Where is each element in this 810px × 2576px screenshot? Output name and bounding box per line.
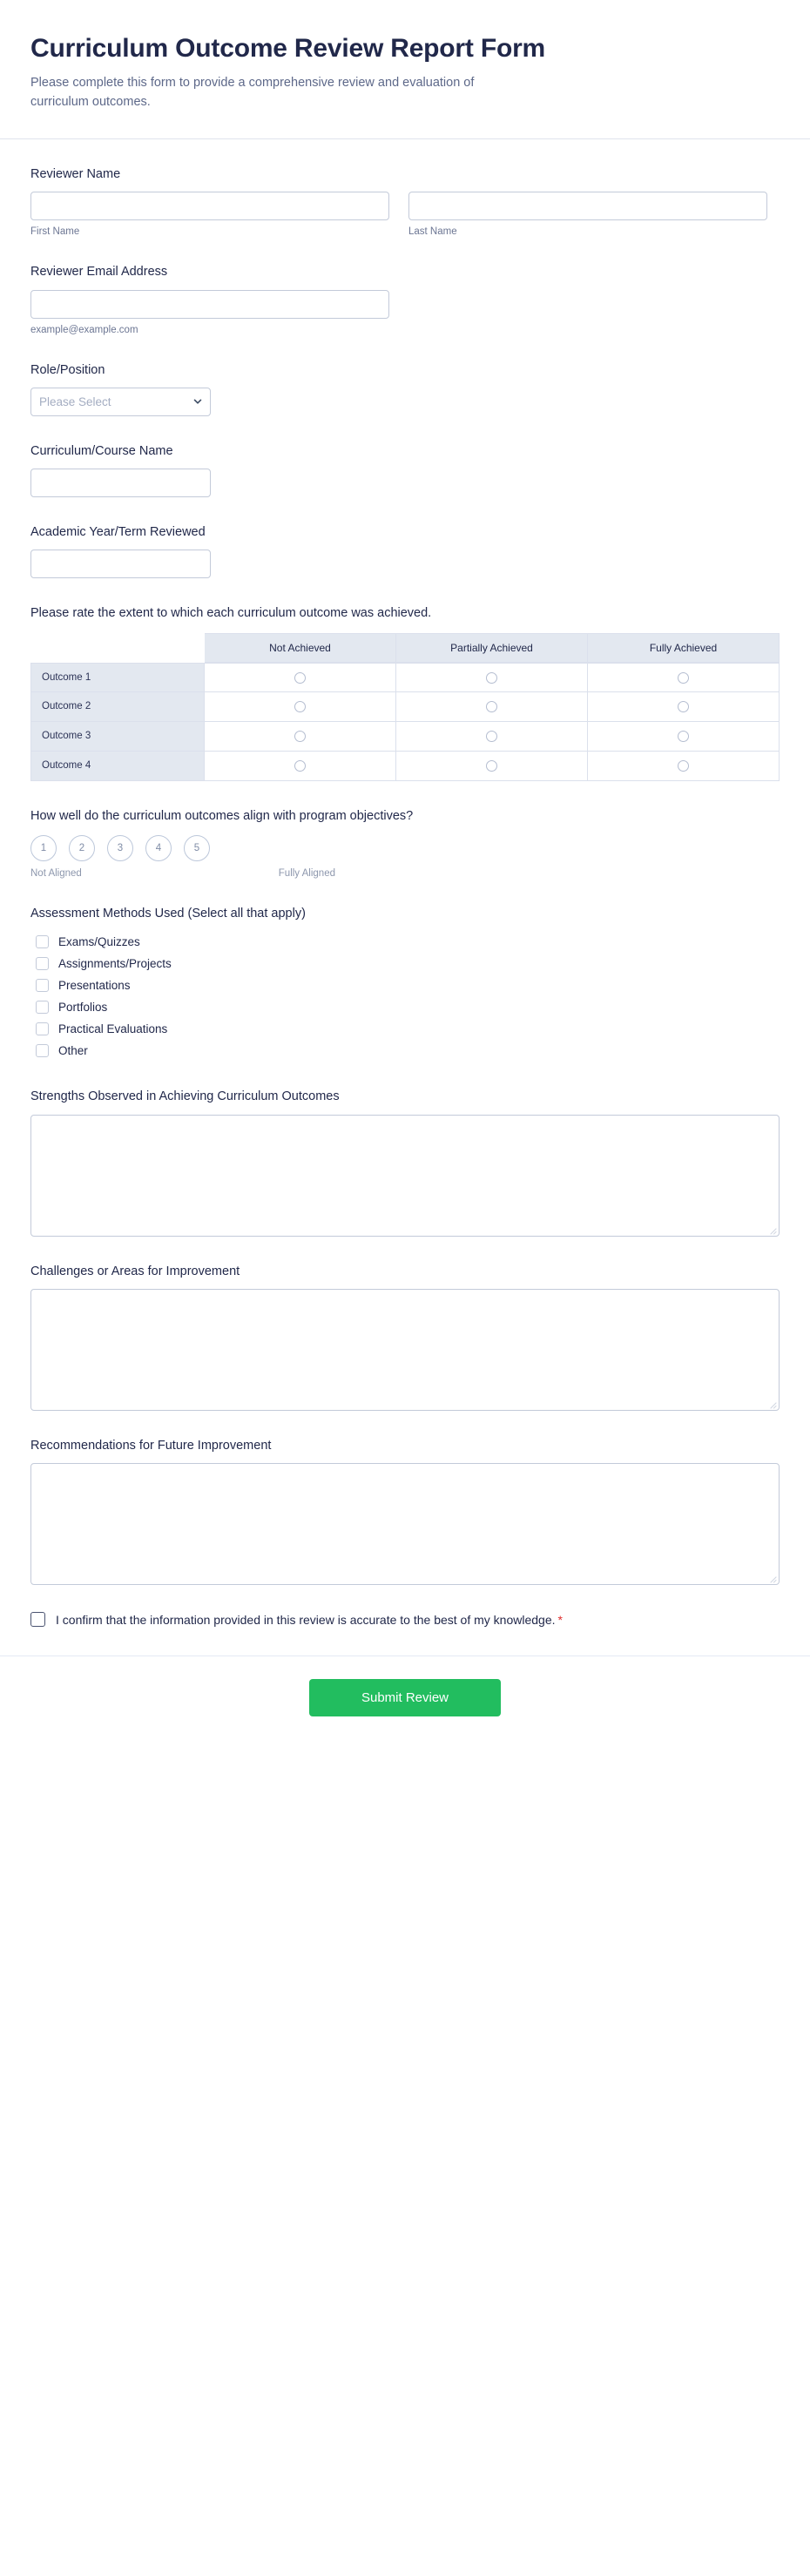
matrix-radio-cell[interactable] [396, 663, 588, 692]
checkbox-row-assignments-projects[interactable] [30, 953, 780, 974]
role-position-select[interactable] [30, 388, 211, 416]
field-outcome-matrix [30, 604, 780, 780]
field-reviewer-email [30, 263, 780, 334]
first-name-group [30, 192, 389, 237]
academic-year-label: Academic Year/Term Reviewed [30, 525, 206, 540]
field-recommendations [30, 1437, 780, 1585]
radio-icon[interactable] [486, 672, 497, 684]
radio-icon[interactable] [294, 760, 306, 772]
field-course-name [30, 442, 780, 497]
form-header [0, 0, 810, 139]
required-asterisk: * [557, 1613, 563, 1628]
email-input[interactable] [30, 290, 389, 319]
role-position-selected-value: Please Select [30, 388, 211, 416]
matrix-column-header: Fully Achieved [588, 633, 780, 663]
matrix-radio-cell[interactable] [588, 752, 780, 781]
checkbox-icon[interactable] [36, 935, 49, 948]
radio-icon[interactable] [294, 672, 306, 684]
reviewer-name-label: Reviewer Name [30, 166, 121, 181]
form-body [0, 139, 810, 1656]
recommendations-textarea[interactable] [30, 1463, 780, 1585]
matrix-radio-cell[interactable] [396, 752, 588, 781]
matrix-body [30, 663, 780, 781]
checkbox-icon[interactable] [36, 957, 49, 970]
assessment-methods-label: Assessment Methods Used (Select all that apply) [30, 907, 306, 921]
alignment-scale-question: How well do the curriculum outcomes align with program objectives? [30, 808, 414, 823]
matrix-row-label: Outcome 3 [30, 722, 205, 752]
checkbox-row-exams-quizzes[interactable] [30, 931, 780, 953]
challenges-textarea[interactable] [30, 1289, 780, 1411]
radio-icon[interactable] [678, 701, 689, 712]
field-strengths [30, 1088, 780, 1236]
last-name-input[interactable] [408, 192, 767, 220]
role-position-label: Role/Position [30, 362, 105, 377]
checkbox-label: Practical Evaluations [58, 1022, 168, 1036]
checkbox-row-other[interactable] [30, 1040, 780, 1062]
radio-icon[interactable] [678, 731, 689, 742]
checkbox-label: Portfolios [58, 1001, 108, 1015]
outcome-matrix-question: Please rate the extent to which each curriculum outcome was achieved. [30, 606, 432, 621]
radio-icon[interactable] [486, 701, 497, 712]
resize-handle-icon[interactable] [766, 1572, 777, 1582]
form-description: Please complete this form to provide a comprehensive review and evaluation of curriculum outcomes. [30, 76, 475, 110]
page-title: Curriculum Outcome Review Report Form [30, 34, 546, 63]
course-name-label: Curriculum/Course Name [30, 443, 173, 458]
field-confirmation[interactable] [30, 1611, 780, 1629]
checkbox-label: Other [58, 1044, 88, 1058]
radio-icon[interactable] [486, 731, 497, 742]
checkbox-icon[interactable] [36, 1022, 49, 1035]
radio-icon[interactable] [678, 672, 689, 684]
checkbox-label: Presentations [58, 979, 131, 993]
challenges-label: Challenges or Areas for Improvement [30, 1264, 240, 1278]
matrix-radio-cell[interactable] [588, 692, 780, 722]
field-assessment-methods [30, 905, 780, 1062]
outcome-matrix-table [30, 633, 780, 781]
matrix-radio-cell[interactable] [205, 752, 396, 781]
first-name-sublabel: First Name [30, 226, 80, 238]
checkbox-label: Assignments/Projects [58, 957, 172, 971]
matrix-radio-cell[interactable] [588, 663, 780, 692]
resize-handle-icon[interactable] [766, 1398, 777, 1408]
assessment-methods-list [30, 931, 780, 1062]
scale-option-3[interactable]: 3 [107, 835, 133, 861]
table-row [30, 663, 780, 692]
checkbox-row-portfolios[interactable] [30, 996, 780, 1018]
matrix-row-label: Outcome 2 [30, 692, 205, 722]
first-name-input[interactable] [30, 192, 389, 220]
radio-icon[interactable] [486, 760, 497, 772]
matrix-radio-cell[interactable] [205, 663, 396, 692]
matrix-column-header: Partially Achieved [396, 633, 588, 663]
scale-high-label: Fully Aligned [278, 868, 335, 880]
matrix-corner-cell [30, 633, 205, 663]
matrix-radio-cell[interactable] [205, 692, 396, 722]
confirmation-text: I confirm that the information provided in this review is accurate to the best of my knowledge. [56, 1613, 556, 1628]
field-alignment-scale [30, 807, 780, 879]
checkbox-row-presentations[interactable] [30, 974, 780, 996]
checkbox-label: Exams/Quizzes [58, 935, 140, 949]
matrix-header-row [30, 633, 780, 663]
reviewer-email-label: Reviewer Email Address [30, 265, 168, 280]
confirmation-label [56, 1611, 563, 1629]
alignment-scale-legend [30, 868, 341, 879]
scale-option-4[interactable]: 4 [145, 835, 172, 861]
checkbox-icon[interactable] [36, 1001, 49, 1014]
field-challenges [30, 1263, 780, 1411]
table-row [30, 752, 780, 781]
field-academic-year [30, 523, 780, 578]
matrix-row-label: Outcome 1 [30, 663, 205, 692]
radio-icon[interactable] [678, 760, 689, 772]
field-role-position [30, 361, 780, 416]
email-sublabel: example@example.com [30, 324, 138, 335]
scale-option-1[interactable]: 1 [30, 835, 57, 861]
scale-option-2[interactable]: 2 [69, 835, 95, 861]
matrix-radio-cell[interactable] [588, 722, 780, 752]
matrix-row-label: Outcome 4 [30, 752, 205, 781]
submit-review-button[interactable]: Submit Review [309, 1679, 501, 1716]
form-footer [0, 1656, 810, 1751]
checkbox-icon[interactable] [36, 1044, 49, 1057]
course-name-input[interactable] [30, 469, 211, 497]
alignment-scale-options [30, 835, 780, 861]
matrix-column-header: Not Achieved [205, 633, 396, 663]
strengths-label: Strengths Observed in Achieving Curriculum Outcomes [30, 1089, 340, 1104]
field-reviewer-name [30, 165, 780, 237]
checkbox-row-practical-evaluations[interactable] [30, 1018, 780, 1040]
scale-option-5[interactable]: 5 [184, 835, 210, 861]
recommendations-label: Recommendations for Future Improvement [30, 1438, 272, 1453]
last-name-group [408, 192, 767, 237]
strengths-textarea[interactable] [30, 1115, 780, 1237]
confirmation-checkbox-icon[interactable] [30, 1612, 45, 1627]
checkbox-icon[interactable] [36, 979, 49, 992]
last-name-sublabel: Last Name [408, 226, 457, 238]
resize-handle-icon[interactable] [766, 1224, 777, 1234]
matrix-radio-cell[interactable] [205, 722, 396, 752]
radio-icon[interactable] [294, 731, 306, 742]
matrix-radio-cell[interactable] [396, 722, 588, 752]
scale-low-label: Not Aligned [30, 868, 82, 880]
matrix-radio-cell[interactable] [396, 692, 588, 722]
radio-icon[interactable] [294, 701, 306, 712]
academic-year-input[interactable] [30, 550, 211, 578]
table-row [30, 722, 780, 752]
table-row [30, 692, 780, 722]
